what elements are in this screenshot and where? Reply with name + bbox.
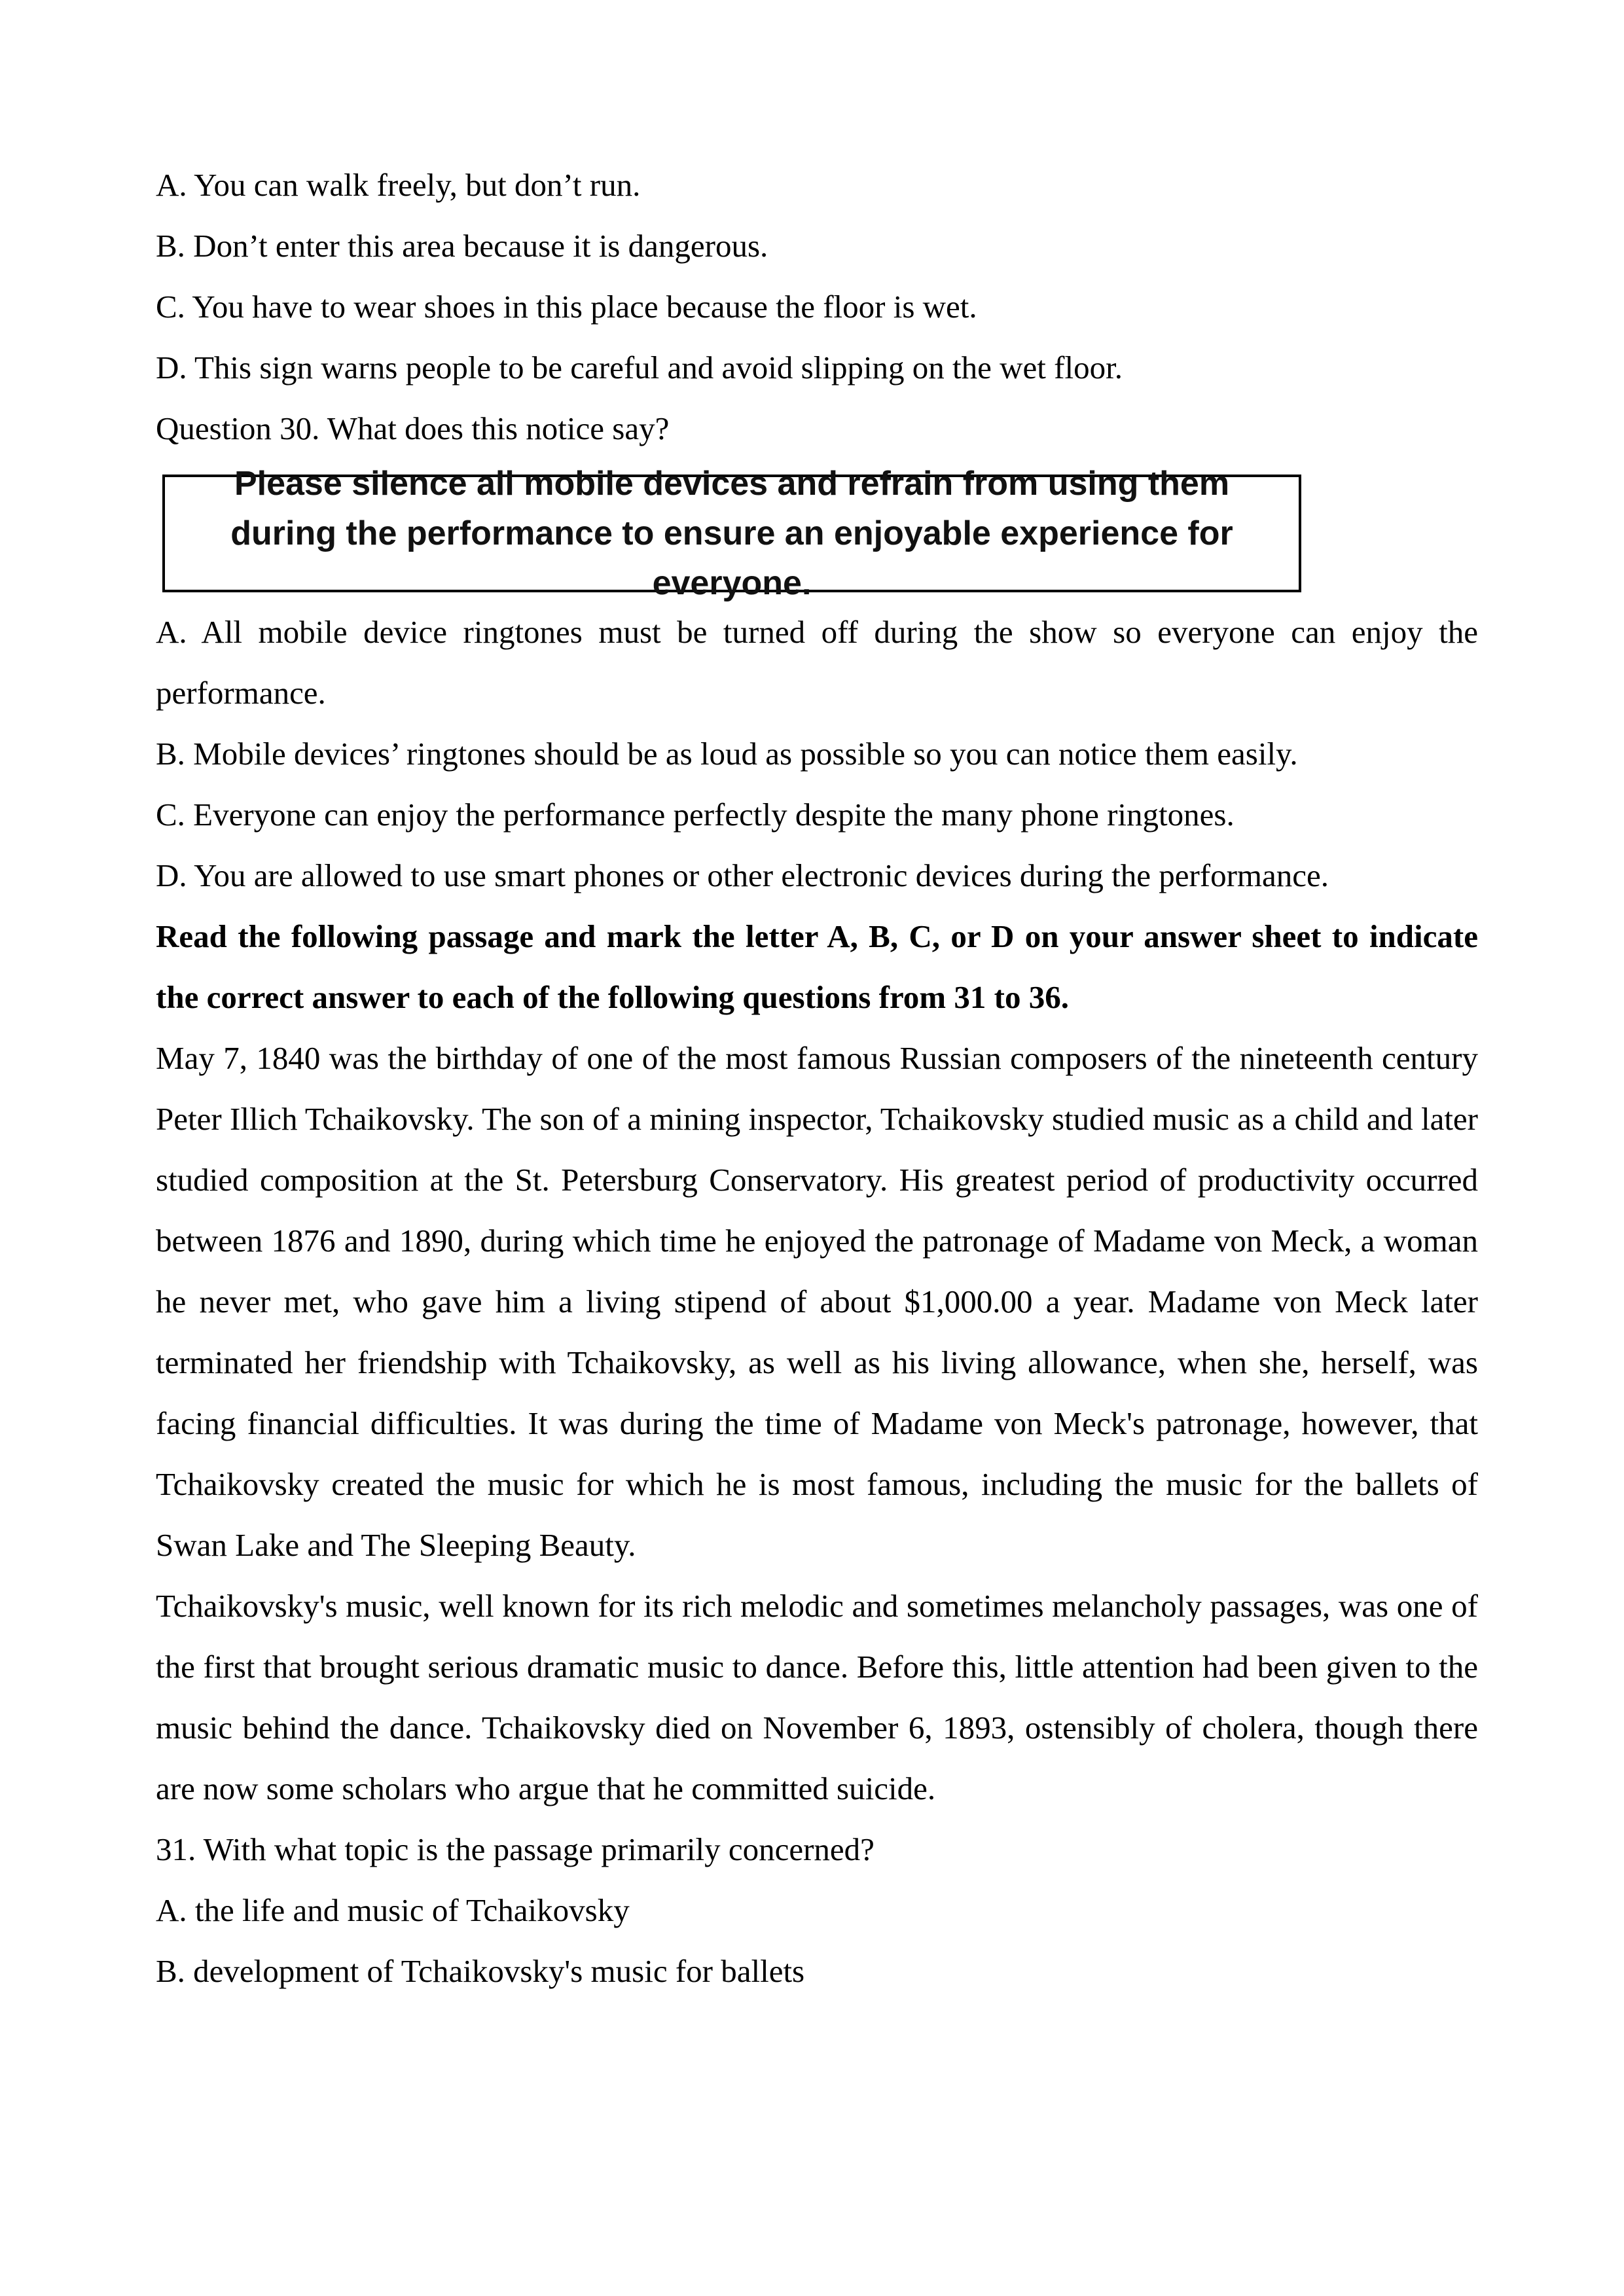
q30-notice-box (162, 465, 1301, 602)
q30-option-b: B. Mobile devices’ ringtones should be as loud as possible so you can notice them easily. (156, 736, 1298, 772)
q29-option-d: D. This sign warns people to be careful and avoid slipping on the wet floor. (156, 350, 1123, 386)
q30-question: Question 30. What does this notice say? (156, 410, 670, 446)
passage-paragraph: May 7, 1840 was the birthday of one of the most famous Russian composers of the nineteenth century Peter Illich Tchaikovsky. The son of a mining inspector, Tchaikovsky studied music as a child and later studied composition at the St. Petersburg Conservatory. His greatest period of productivity occurred between 1876 and 1890, during which time he enjoyed the patronage of Madame von Meck, a woman he never met, who gave him a living stipend of about $1,000.00 a year. Madame von Meck later terminated her friendship with Tchaikovsky, as well as his living allowance, when she, herself, was facing financial difficulties. It was during the time of Madame von Meck's patronage, however, that Tchaikovsky created the music for which he is most famous, including the music for the ballets of Swan Lake and The Sleeping Beauty. (156, 1040, 1478, 1563)
reading-passage (156, 1028, 1478, 1819)
q31-question: 31. With what topic is the passage primarily concerned? (156, 1831, 875, 1867)
q29-options (156, 154, 1478, 398)
q30-option-c: C. Everyone can enjoy the performance perfectly despite the many phone ringtones. (156, 797, 1235, 833)
q30-option-a: A. All mobile device ringtones must be turned off during the show so everyone can enjoy the performance. (156, 614, 1478, 711)
q30-notice-text: Please silence all mobile devices and refrain from using them during the performance to ensure an enjoyable experience for everyone. (230, 465, 1233, 602)
reading-instruction: Read the following passage and mark the letter A, B, C, or D on your answer sheet to indicate the correct answer to each of the following questions from 31 to 36. (156, 918, 1478, 1015)
passage-paragraph: Tchaikovsky's music, well known for its rich melodic and sometimes melancholy passages, was one of the first that brought serious dramatic music to dance. Before this, little attention had been given to the music behind the dance. Tchaikovsky died on November 6, 1893, ostensibly of cholera, though there are now some scholars who argue that he committed suicide. (156, 1588, 1478, 1806)
q29-option-b: B. Don’t enter this area because it is dangerous. (156, 228, 768, 264)
q31-options (156, 1880, 1478, 2001)
q31-option-b: B. development of Tchaikovsky's music for ballets (156, 1953, 805, 1989)
q29-option-a: A. You can walk freely, but don’t run. (156, 167, 641, 203)
q30-option-d: D. You are allowed to use smart phones or other electronic devices during the performance. (156, 857, 1329, 893)
page-content (156, 154, 1478, 2001)
q30-options (156, 601, 1478, 906)
q31-option-a: A. the life and music of Tchaikovsky (156, 1892, 630, 1928)
q29-option-c: C. You have to wear shoes in this place because the floor is wet. (156, 289, 977, 325)
